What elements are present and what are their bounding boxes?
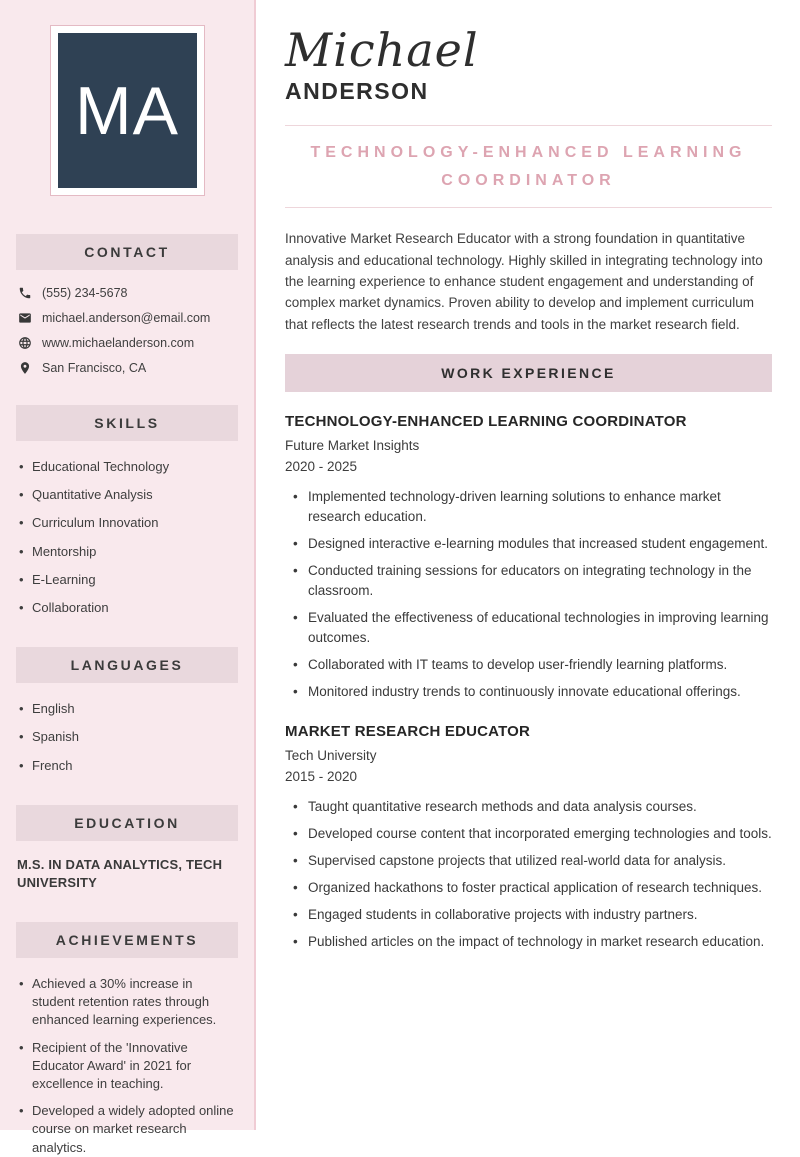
profile-initials-badge xyxy=(58,33,197,188)
job-bullet: • Taught quantitative research methods and data analysis courses. xyxy=(293,797,772,817)
job-bullet: • Implemented technology-driven learning solutions to enhance market research education. xyxy=(293,487,772,527)
job-entry-1 xyxy=(285,413,772,702)
languages-list xyxy=(19,700,238,775)
contact-website-text: www.michaelanderson.com xyxy=(42,336,195,350)
professional-summary: Innovative Market Research Educator with a strong foundation in quantitative analysis and educational technology. Highly skilled in integrating technology into the learning experience to enhance student engagement and understanding of complex market dynamics. Proven ability to develop and implement curriculum that reflects the latest research trends and tools in the market research field. xyxy=(285,231,763,332)
job-bullet: • Supervised capstone projects that utilized real-world data for analysis. xyxy=(293,851,772,871)
skills-list xyxy=(19,458,238,617)
contact-row-location xyxy=(18,361,240,375)
education-section-heading: EDUCATION xyxy=(16,805,238,841)
email-icon xyxy=(18,311,32,325)
contact-list xyxy=(18,286,240,375)
skill-item: • E-Learning xyxy=(19,571,238,589)
contact-location-text: San Francisco, CA xyxy=(42,361,147,375)
contact-row-phone xyxy=(18,286,240,300)
job-title: TECHNOLOGY-ENHANCED LEARNING COORDINATOR xyxy=(285,412,687,430)
first-name: Michael xyxy=(285,23,479,77)
job-dates: 2020 - 2025 xyxy=(285,458,358,474)
achievement-item: • Achieved a 30% increase in student retention rates through enhanced learning experiences. xyxy=(19,975,238,1030)
job-dates: 2015 - 2020 xyxy=(285,768,358,784)
sidebar xyxy=(0,0,256,1155)
phone-icon xyxy=(18,286,32,300)
contact-row-email xyxy=(18,311,240,325)
job-bullet-list xyxy=(293,797,772,952)
job-bullet: • Designed interactive e-learning modules that increased student engagement. xyxy=(293,534,772,554)
skill-item: • Quantitative Analysis xyxy=(19,486,238,504)
language-item: • Spanish xyxy=(19,728,238,746)
skill-item: • Mentorship xyxy=(19,543,238,561)
main-column xyxy=(256,0,800,1130)
job-bullet: • Evaluated the effectiveness of educational technologies in improving learning outcomes. xyxy=(293,608,772,648)
job-bullet: • Engaged students in collaborative projects with industry partners. xyxy=(293,905,772,925)
job-bullet: • Collaborated with IT teams to develop user-friendly learning platforms. xyxy=(293,655,772,675)
job-bullet: • Organized hackathons to foster practical application of research techniques. xyxy=(293,878,772,898)
contact-section-heading: CONTACT xyxy=(16,234,238,270)
job-entry-2 xyxy=(285,723,772,952)
job-company: Future Market Insights xyxy=(285,437,420,453)
job-bullet: • Monitored industry trends to continuously innovate educational offerings. xyxy=(293,682,772,702)
contact-email-text: michael.anderson@email.com xyxy=(42,311,211,325)
work-experience-heading: WORK EXPERIENCE xyxy=(285,354,772,392)
education-degree: M.S. IN DATA ANALYTICS, TECH UNIVERSITY xyxy=(17,856,223,890)
contact-phone-text: (555) 234-5678 xyxy=(42,286,128,300)
header-divider-bottom xyxy=(285,207,772,208)
header-divider-top xyxy=(285,125,772,126)
achievements-section-heading: ACHIEVEMENTS xyxy=(16,922,238,958)
achievement-item: • Recipient of the 'Innovative Educator Award' in 2021 for excellence in teaching. xyxy=(19,1039,238,1094)
language-item: • French xyxy=(19,757,238,775)
job-company: Tech University xyxy=(285,747,377,763)
last-name: ANDERSON xyxy=(285,78,429,105)
profile-photo-frame xyxy=(50,25,205,196)
skills-section-heading: SKILLS xyxy=(16,405,238,441)
skill-item: • Collaboration xyxy=(19,599,238,617)
job-title: MARKET RESEARCH EDUCATOR xyxy=(285,722,531,740)
skill-item: • Curriculum Innovation xyxy=(19,514,238,532)
language-item: • English xyxy=(19,700,238,718)
profile-initials: MA xyxy=(75,72,179,149)
contact-row-website xyxy=(18,336,240,350)
languages-section-heading: LANGUAGES xyxy=(16,647,238,683)
location-icon xyxy=(18,361,32,375)
job-bullet: • Conducted training sessions for educators on integrating technology in the classroom. xyxy=(293,561,772,601)
job-bullet: • Published articles on the impact of technology in market research education. xyxy=(293,932,772,952)
job-bullet: • Developed course content that incorporated emerging technologies and tools. xyxy=(293,824,772,844)
achievement-item: • Developed a widely adopted online course on market research analytics. xyxy=(19,1102,238,1157)
globe-icon xyxy=(18,336,32,350)
skill-item: • Educational Technology xyxy=(19,458,238,476)
achievements-list xyxy=(19,975,238,1157)
role-title: TECHNOLOGY-ENHANCED LEARNING COORDINATOR xyxy=(310,144,747,189)
job-bullet-list xyxy=(293,487,772,702)
